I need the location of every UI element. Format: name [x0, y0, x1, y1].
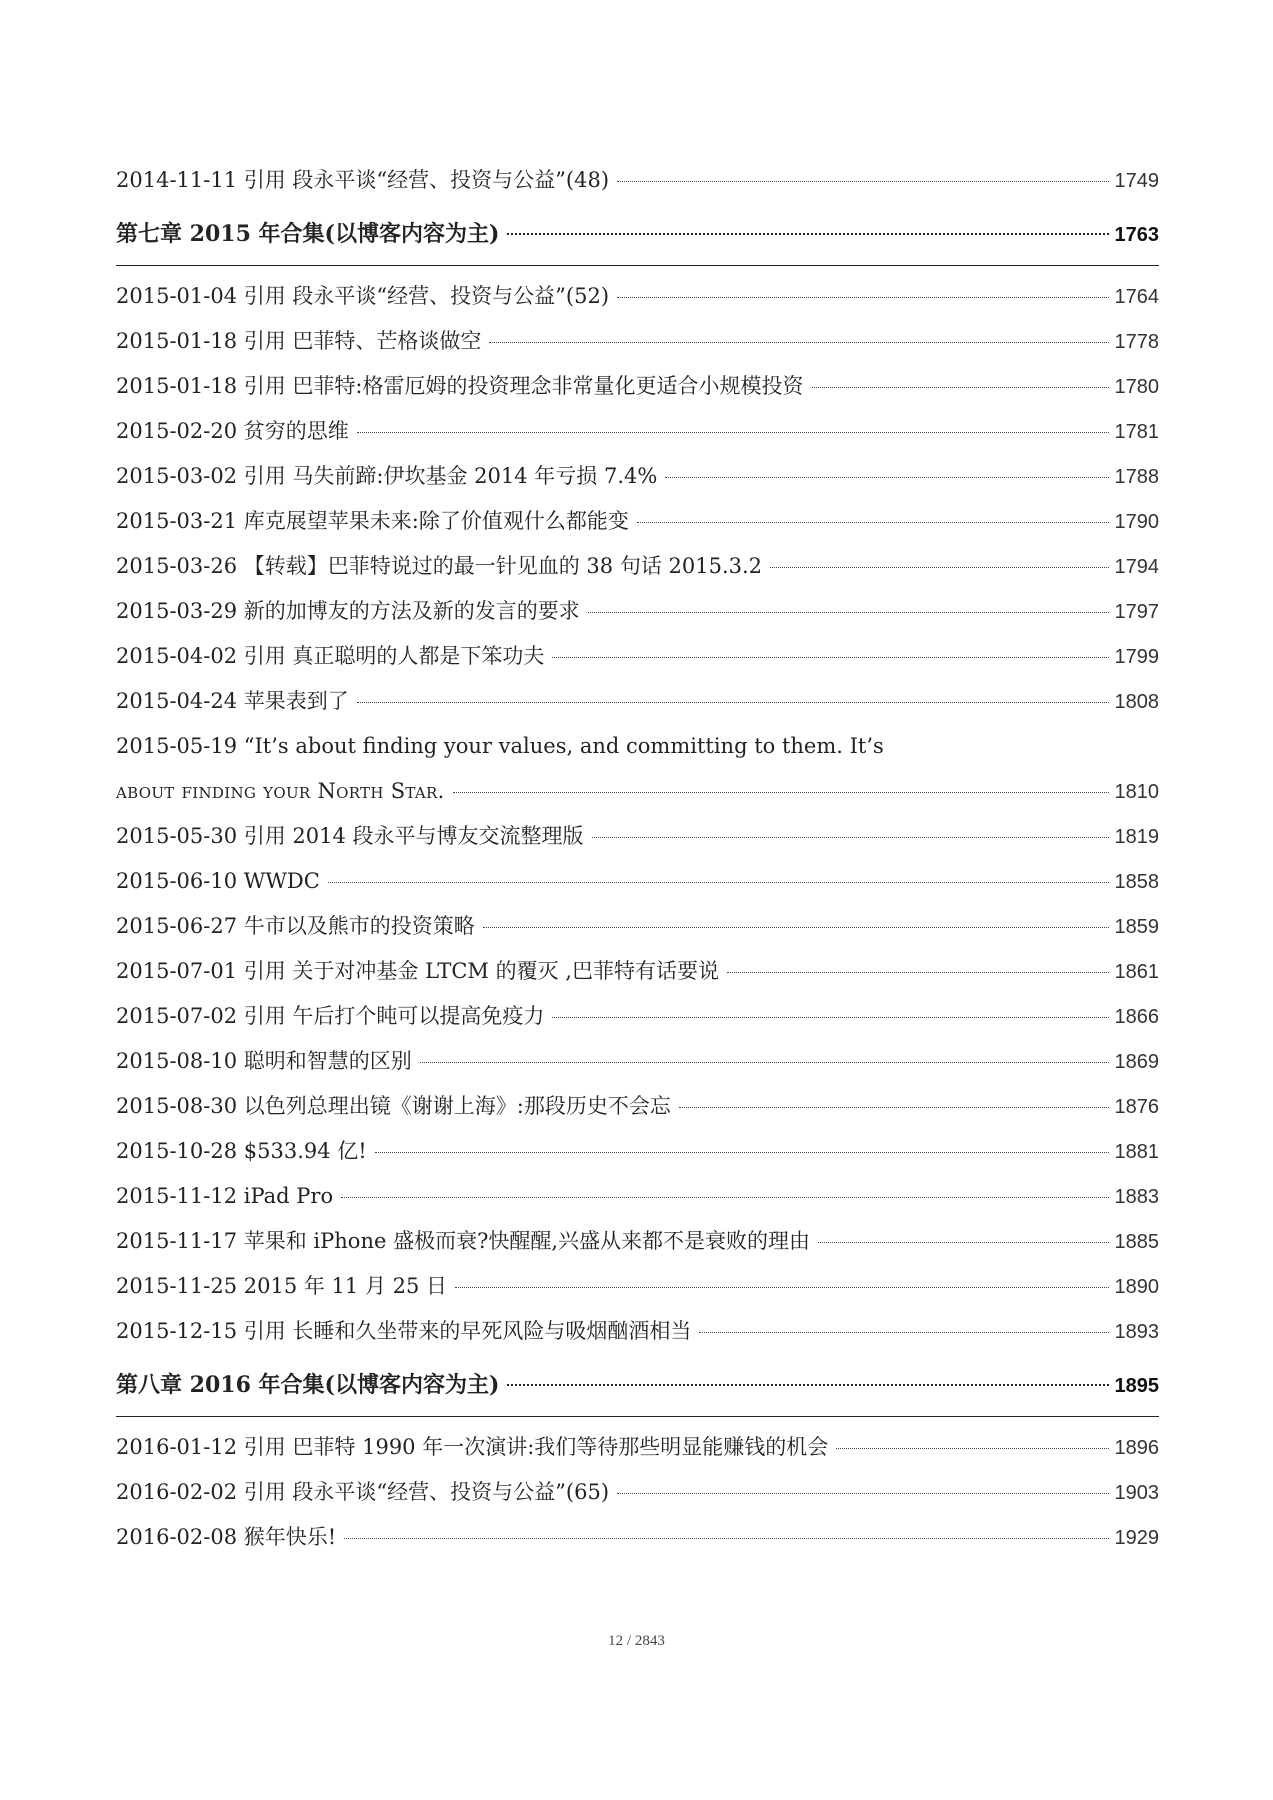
toc-entry-title: 2015-11-17 苹果和 iPhone 盛极而衰?快醒醒,兴盛从来都不是衰败的理由	[116, 1229, 811, 1253]
toc-entry[interactable]	[116, 1264, 1159, 1309]
toc-entry[interactable]	[116, 1219, 1159, 1264]
toc-entry-title: 2015-06-27 牛市以及熊市的投资策略	[116, 914, 475, 938]
toc-entry[interactable]	[116, 319, 1159, 364]
toc-entry-title: 2015-04-24 苹果表到了	[116, 689, 349, 713]
toc-page-number: 1780	[1114, 376, 1159, 398]
toc-entry[interactable]	[116, 454, 1159, 499]
dot-leader	[455, 1287, 1108, 1288]
toc-entry[interactable]	[116, 1515, 1159, 1560]
toc-entry-title: 2015-07-01 引用 关于对冲基金 LTCM 的覆灭 ,巴菲特有话要说	[116, 959, 719, 983]
toc-entry-title: 2016-01-12 引用 巴菲特 1990 年一次演讲:我们等待那些明显能赚钱的机会	[116, 1435, 829, 1459]
dot-leader	[483, 927, 1109, 928]
dot-leader	[699, 1332, 1108, 1333]
toc-entry[interactable]	[116, 994, 1159, 1039]
toc-entry-title: 2015-01-18 引用 巴菲特、芒格谈做空	[116, 329, 482, 353]
dot-leader	[588, 612, 1109, 613]
toc-entry[interactable]	[116, 589, 1159, 634]
toc-page-number: 1869	[1114, 1051, 1159, 1073]
dot-leader	[328, 882, 1109, 883]
dot-leader	[770, 567, 1108, 568]
toc-page-number: 1895	[1114, 1375, 1159, 1397]
toc-entry[interactable]	[116, 679, 1159, 724]
toc-page-number: 1799	[1114, 646, 1159, 668]
dot-leader	[420, 1062, 1109, 1063]
toc-entry[interactable]	[116, 1309, 1159, 1354]
dot-leader	[552, 1017, 1108, 1018]
dot-leader	[357, 702, 1109, 703]
dot-leader	[375, 1152, 1109, 1153]
toc-page-number: 1858	[1114, 871, 1159, 893]
toc-entry[interactable]	[116, 364, 1159, 409]
toc-entry[interactable]	[116, 814, 1159, 859]
toc-page-number: 1781	[1114, 421, 1159, 443]
toc-page-number: 1861	[1114, 961, 1159, 983]
toc-page-number: 1883	[1114, 1186, 1159, 1208]
dot-leader	[489, 342, 1108, 343]
toc-entry[interactable]	[116, 1129, 1159, 1174]
toc-entry-first-line[interactable]: 2015-05-19 “It’s about finding your values, and committing to them. It’s	[116, 734, 884, 758]
dot-leader	[617, 297, 1108, 298]
toc-page-number: 1749	[1114, 170, 1159, 192]
dot-leader	[617, 1493, 1108, 1494]
toc-entry[interactable]	[116, 1425, 1159, 1470]
toc-page-number: 1859	[1114, 916, 1159, 938]
toc-entry[interactable]	[116, 158, 1159, 203]
toc-entry-title: 2015-12-15 引用 长睡和久坐带来的早死风险与吸烟酗酒相当	[116, 1319, 692, 1343]
toc-entry-title: 第八章 2016 年合集(以博客内容为主)	[116, 1372, 500, 1398]
dot-leader	[552, 657, 1108, 658]
dot-leader	[812, 387, 1109, 388]
toc-entry-title: 2015-03-26 【转载】巴菲特说过的最一针见血的 38 句话 2015.3.2	[116, 554, 763, 578]
dot-leader	[818, 1242, 1108, 1243]
toc-page-number: 1903	[1114, 1482, 1159, 1504]
toc-page-number: 1893	[1114, 1321, 1159, 1343]
dot-leader	[341, 1197, 1108, 1198]
table-of-contents	[116, 158, 1159, 1560]
dot-leader	[344, 1538, 1108, 1539]
toc-entry-title: 2015-03-29 新的加博友的方法及新的发言的要求	[116, 599, 580, 623]
toc-page-number: 1890	[1114, 1276, 1159, 1298]
toc-page-number: 1763	[1114, 224, 1159, 246]
toc-entry-title: 2016-02-02 引用 段永平谈“经营、投资与公益”(65)	[116, 1480, 610, 1504]
toc-entry[interactable]	[116, 1084, 1159, 1129]
toc-entry[interactable]	[116, 949, 1159, 994]
toc-entry[interactable]	[116, 904, 1159, 949]
toc-entry-title: 第七章 2015 年合集(以博客内容为主)	[116, 221, 500, 247]
toc-page-number: 1794	[1114, 556, 1159, 578]
dot-leader	[665, 477, 1108, 478]
page-number-footer: 12 / 2843	[608, 1633, 665, 1649]
toc-page-number: 1866	[1114, 1006, 1159, 1028]
dot-leader	[453, 792, 1109, 793]
dot-leader	[637, 522, 1109, 523]
toc-entry-title: 2015-03-02 引用 马失前蹄:伊坎基金 2014 年亏损 7.4%	[116, 464, 658, 488]
dot-leader	[507, 1384, 1108, 1386]
toc-page-number: 1810	[1114, 781, 1159, 803]
toc-page-number: 1790	[1114, 511, 1159, 533]
toc-entry-title: 2015-08-30 以色列总理出镜《谢谢上海》:那段历史不会忘	[116, 1094, 671, 1118]
dot-leader	[592, 837, 1109, 838]
toc-entry[interactable]	[116, 769, 1159, 814]
toc-entry-title: 2015-11-25 2015 年 11 月 25 日	[116, 1274, 448, 1298]
toc-entry[interactable]	[116, 409, 1159, 454]
toc-entry-title: 2015-01-04 引用 段永平谈“经营、投资与公益”(52)	[116, 284, 610, 308]
dot-leader	[357, 432, 1109, 433]
toc-page-number: 1881	[1114, 1141, 1159, 1163]
toc-page-number: 1885	[1114, 1231, 1159, 1253]
toc-entry[interactable]	[116, 499, 1159, 544]
toc-entry-title: about finding your North Star.	[116, 779, 445, 803]
toc-entry[interactable]	[116, 544, 1159, 589]
toc-entry-title: 2015-08-10 聪明和智慧的区别	[116, 1049, 412, 1073]
toc-page-number: 1876	[1114, 1096, 1159, 1118]
toc-entry[interactable]	[116, 274, 1159, 319]
dot-leader	[507, 233, 1108, 235]
toc-page-number: 1764	[1114, 286, 1159, 308]
toc-entry-title: 2015-05-30 引用 2014 段永平与博友交流整理版	[116, 824, 584, 848]
toc-page-number: 1819	[1114, 826, 1159, 848]
toc-entry-title: 2014-11-11 引用 段永平谈“经营、投资与公益”(48)	[116, 168, 610, 192]
toc-entry-title: 2015-03-21 库克展望苹果未来:除了价值观什么都能变	[116, 509, 629, 533]
toc-entry-title: 2015-10-28 $533.94 亿!	[116, 1139, 367, 1163]
dot-leader	[617, 181, 1108, 182]
toc-chapter-heading[interactable]	[116, 203, 1159, 266]
toc-page-number: 1778	[1114, 331, 1159, 353]
toc-page-number: 1788	[1114, 466, 1159, 488]
toc-page-number: 1808	[1114, 691, 1159, 713]
toc-entry[interactable]	[116, 1039, 1159, 1084]
toc-page-number: 1896	[1114, 1437, 1159, 1459]
toc-entry-title: 2015-11-12 iPad Pro	[116, 1184, 334, 1208]
toc-entry[interactable]	[116, 634, 1159, 679]
toc-entry[interactable]	[116, 859, 1159, 904]
toc-entry-title: 2015-01-18 引用 巴菲特:格雷厄姆的投资理念非常量化更适合小规模投资	[116, 374, 804, 398]
dot-leader	[727, 972, 1109, 973]
toc-chapter-heading[interactable]	[116, 1354, 1159, 1417]
toc-entry[interactable]	[116, 1470, 1159, 1515]
toc-entry-title: 2015-02-20 贫穷的思维	[116, 419, 349, 443]
dot-leader	[679, 1107, 1109, 1108]
toc-entry-title: 2015-04-02 引用 真正聪明的人都是下笨功夫	[116, 644, 545, 668]
toc-entry[interactable]	[116, 1174, 1159, 1219]
toc-entry-title: 2016-02-08 猴年快乐!	[116, 1525, 337, 1549]
dot-leader	[836, 1448, 1108, 1449]
toc-entry-title: 2015-06-10 WWDC	[116, 869, 320, 893]
toc-entry-title: 2015-07-02 引用 午后打个盹可以提高免疫力	[116, 1004, 545, 1028]
toc-page-number: 1929	[1114, 1527, 1159, 1549]
toc-page-number: 1797	[1114, 601, 1159, 623]
